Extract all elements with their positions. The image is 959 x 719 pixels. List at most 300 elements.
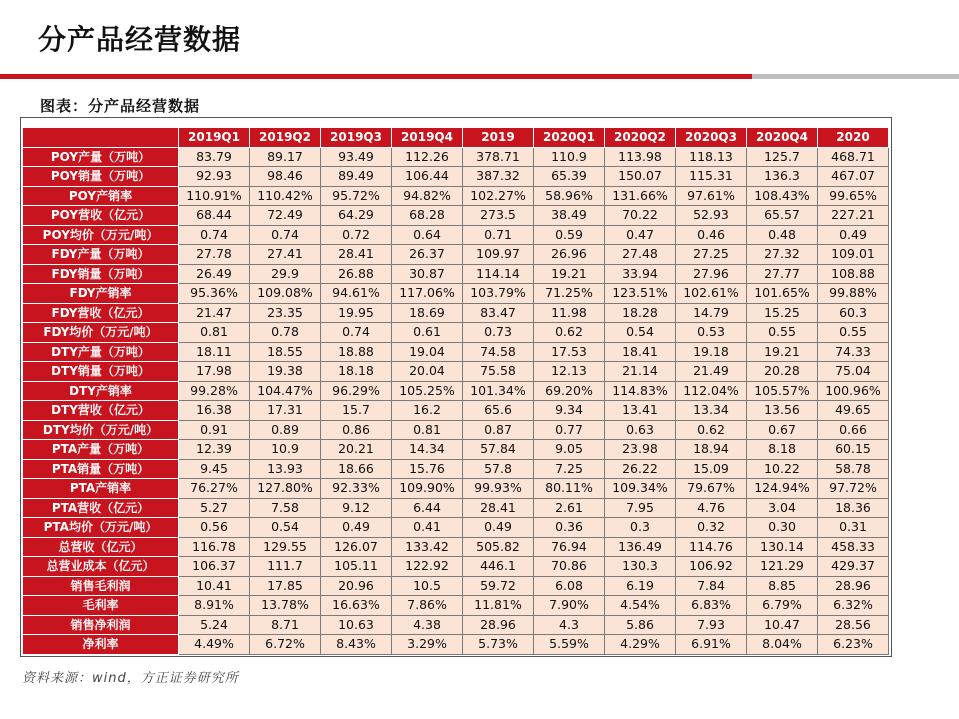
table-cell: 129.55 — [250, 537, 321, 557]
table-cell: 131.66% — [605, 186, 676, 206]
table-cell: 10.22 — [747, 459, 818, 479]
table-cell: 18.88 — [321, 342, 392, 362]
table-cell: 109.08% — [250, 284, 321, 304]
table-cell: 3.29% — [392, 635, 463, 655]
table-cell: 99.28% — [179, 381, 250, 401]
table-row — [23, 186, 889, 206]
table-cell: 89.49 — [321, 167, 392, 187]
table-cell: 123.51% — [605, 284, 676, 304]
table-cell: 125.7 — [747, 147, 818, 167]
table-cell: 16.2 — [392, 401, 463, 421]
table-cell: 95.36% — [179, 284, 250, 304]
row-label: POY销量（万吨） — [23, 167, 179, 187]
table-cell: 0.30 — [747, 518, 818, 538]
table-cell: 8.91% — [179, 596, 250, 616]
table-cell: 93.49 — [321, 147, 392, 167]
table-cell: 76.94 — [534, 537, 605, 557]
row-label: 净利率 — [23, 635, 179, 655]
table-cell: 27.25 — [676, 245, 747, 265]
table-cell: 4.54% — [605, 596, 676, 616]
table-cell: 0.36 — [534, 518, 605, 538]
table-cell: 12.13 — [534, 362, 605, 382]
table-cell: 104.47% — [250, 381, 321, 401]
table-cell: 16.38 — [179, 401, 250, 421]
table-cell: 110.9 — [534, 147, 605, 167]
column-header: 2020Q1 — [534, 128, 605, 148]
table-cell: 97.72% — [818, 479, 889, 499]
table-cell: 64.29 — [321, 206, 392, 226]
table-cell: 6.19 — [605, 576, 676, 596]
table-row — [23, 342, 889, 362]
table-cell: 0.46 — [676, 225, 747, 245]
title-divider-grey — [752, 74, 959, 79]
table-cell: 105.11 — [321, 557, 392, 577]
table-cell: 68.28 — [392, 206, 463, 226]
table-cell: 9.05 — [534, 440, 605, 460]
table-cell: 52.93 — [676, 206, 747, 226]
table-cell: 13.78% — [250, 596, 321, 616]
table-cell: 28.96 — [818, 576, 889, 596]
table-cell: 122.92 — [392, 557, 463, 577]
table-cell: 17.53 — [534, 342, 605, 362]
table-cell: 79.67% — [676, 479, 747, 499]
header-corner-cell — [23, 128, 179, 148]
table-cell: 76.27% — [179, 479, 250, 499]
table-cell: 136.49 — [605, 537, 676, 557]
table-cell: 117.06% — [392, 284, 463, 304]
table-cell: 60.15 — [818, 440, 889, 460]
table-cell: 0.91 — [179, 420, 250, 440]
table-cell: 130.14 — [747, 537, 818, 557]
table-cell: 114.83% — [605, 381, 676, 401]
table-cell: 106.92 — [676, 557, 747, 577]
table-row — [23, 635, 889, 655]
table-cell: 10.47 — [747, 615, 818, 635]
row-label: DTY均价（万元/吨） — [23, 420, 179, 440]
table-cell: 0.32 — [676, 518, 747, 538]
table-cell: 0.66 — [818, 420, 889, 440]
table-cell: 4.29% — [605, 635, 676, 655]
table-cell: 26.96 — [534, 245, 605, 265]
table-cell: 429.37 — [818, 557, 889, 577]
table-cell: 124.94% — [747, 479, 818, 499]
table-cell: 18.41 — [605, 342, 676, 362]
table-cell: 26.37 — [392, 245, 463, 265]
table-cell: 15.25 — [747, 303, 818, 323]
table-cell: 27.78 — [179, 245, 250, 265]
table-cell: 113.98 — [605, 147, 676, 167]
table-cell: 27.48 — [605, 245, 676, 265]
table-cell: 127.80% — [250, 479, 321, 499]
table-cell: 94.82% — [392, 186, 463, 206]
table-cell: 30.87 — [392, 264, 463, 284]
figure-caption: 图表：分产品经营数据 — [40, 97, 201, 115]
table-cell: 18.28 — [605, 303, 676, 323]
table-row — [23, 459, 889, 479]
table-cell: 74.33 — [818, 342, 889, 362]
table-cell: 109.34% — [605, 479, 676, 499]
table-cell: 58.78 — [818, 459, 889, 479]
table-cell: 0.77 — [534, 420, 605, 440]
table-cell: 6.72% — [250, 635, 321, 655]
table-cell: 110.91% — [179, 186, 250, 206]
table-cell: 0.54 — [605, 323, 676, 343]
table-cell: 0.31 — [818, 518, 889, 538]
table-cell: 96.29% — [321, 381, 392, 401]
table-cell: 106.37 — [179, 557, 250, 577]
table-cell: 5.59% — [534, 635, 605, 655]
table-cell: 89.17 — [250, 147, 321, 167]
table-cell: 28.41 — [463, 498, 534, 518]
table-cell: 112.26 — [392, 147, 463, 167]
table-cell: 70.86 — [534, 557, 605, 577]
table-cell: 59.72 — [463, 576, 534, 596]
table-cell: 103.79% — [463, 284, 534, 304]
table-cell: 387.32 — [463, 167, 534, 187]
table-cell: 5.27 — [179, 498, 250, 518]
column-header: 2019Q2 — [250, 128, 321, 148]
table-row — [23, 479, 889, 499]
table-cell: 18.18 — [321, 362, 392, 382]
table-cell: 0.74 — [321, 323, 392, 343]
table-cell: 99.93% — [463, 479, 534, 499]
row-label: DTY营收（亿元） — [23, 401, 179, 421]
table-cell: 0.87 — [463, 420, 534, 440]
table-cell: 7.90% — [534, 596, 605, 616]
table-cell: 105.57% — [747, 381, 818, 401]
row-label: 销售净利润 — [23, 615, 179, 635]
table-cell: 114.14 — [463, 264, 534, 284]
table-cell: 17.31 — [250, 401, 321, 421]
table-header-row — [23, 128, 889, 148]
row-label: 总营业成本（亿元） — [23, 557, 179, 577]
table-row — [23, 264, 889, 284]
page-title: 分产品经营数据 — [38, 23, 242, 56]
table-cell: 17.85 — [250, 576, 321, 596]
table-cell: 83.47 — [463, 303, 534, 323]
table-cell: 18.94 — [676, 440, 747, 460]
table-cell: 95.72% — [321, 186, 392, 206]
table-cell: 33.94 — [605, 264, 676, 284]
table-cell: 0.53 — [676, 323, 747, 343]
table-cell: 378.71 — [463, 147, 534, 167]
table-cell: 38.49 — [534, 206, 605, 226]
table-row — [23, 518, 889, 538]
table-cell: 150.07 — [605, 167, 676, 187]
table-row — [23, 225, 889, 245]
table-cell: 20.28 — [747, 362, 818, 382]
table-cell: 19.21 — [534, 264, 605, 284]
table-cell: 18.55 — [250, 342, 321, 362]
row-label: POY产销率 — [23, 186, 179, 206]
table-cell: 126.07 — [321, 537, 392, 557]
table-cell: 8.85 — [747, 576, 818, 596]
table-cell: 15.7 — [321, 401, 392, 421]
table-cell: 133.42 — [392, 537, 463, 557]
table-row — [23, 323, 889, 343]
table-cell: 101.34% — [463, 381, 534, 401]
row-label: DTY产量（万吨） — [23, 342, 179, 362]
table-cell: 8.18 — [747, 440, 818, 460]
table-cell: 98.46 — [250, 167, 321, 187]
table-cell: 27.77 — [747, 264, 818, 284]
table-cell: 106.44 — [392, 167, 463, 187]
table-cell: 6.08 — [534, 576, 605, 596]
table-cell: 114.76 — [676, 537, 747, 557]
table-cell: 26.22 — [605, 459, 676, 479]
table-cell: 0.49 — [321, 518, 392, 538]
table-cell: 505.82 — [463, 537, 534, 557]
table-cell: 0.86 — [321, 420, 392, 440]
column-header: 2019Q4 — [392, 128, 463, 148]
table-cell: 19.18 — [676, 342, 747, 362]
table-cell: 468.71 — [818, 147, 889, 167]
table-cell: 58.96% — [534, 186, 605, 206]
column-header: 2020Q3 — [676, 128, 747, 148]
table-cell: 65.39 — [534, 167, 605, 187]
table-cell: 116.78 — [179, 537, 250, 557]
table-cell: 8.04% — [747, 635, 818, 655]
table-cell: 130.3 — [605, 557, 676, 577]
table-cell: 10.63 — [321, 615, 392, 635]
table-row — [23, 167, 889, 187]
table-row — [23, 381, 889, 401]
table-cell: 99.88% — [818, 284, 889, 304]
table-cell: 0.81 — [179, 323, 250, 343]
table-cell: 10.9 — [250, 440, 321, 460]
table-cell: 0.3 — [605, 518, 676, 538]
table-cell: 65.6 — [463, 401, 534, 421]
table-cell: 7.86% — [392, 596, 463, 616]
table-cell: 0.55 — [747, 323, 818, 343]
table-row — [23, 440, 889, 460]
table-cell: 23.98 — [605, 440, 676, 460]
table-cell: 13.56 — [747, 401, 818, 421]
table-cell: 20.96 — [321, 576, 392, 596]
table-cell: 0.73 — [463, 323, 534, 343]
table-cell: 71.25% — [534, 284, 605, 304]
table-cell: 112.04% — [676, 381, 747, 401]
table-row — [23, 596, 889, 616]
table-cell: 19.38 — [250, 362, 321, 382]
row-label: PTA销量（万吨） — [23, 459, 179, 479]
table-cell: 0.47 — [605, 225, 676, 245]
table-cell: 65.57 — [747, 206, 818, 226]
table-cell: 68.44 — [179, 206, 250, 226]
table-cell: 8.43% — [321, 635, 392, 655]
table-cell: 99.65% — [818, 186, 889, 206]
table-cell: 5.86 — [605, 615, 676, 635]
table-cell: 13.93 — [250, 459, 321, 479]
table-cell: 6.44 — [392, 498, 463, 518]
row-label: PTA营收（亿元） — [23, 498, 179, 518]
table-cell: 0.74 — [179, 225, 250, 245]
table-cell: 0.49 — [463, 518, 534, 538]
table-cell: 9.34 — [534, 401, 605, 421]
table-cell: 9.12 — [321, 498, 392, 518]
table-cell: 0.59 — [534, 225, 605, 245]
table-cell: 0.63 — [605, 420, 676, 440]
column-header: 2019Q3 — [321, 128, 392, 148]
table-cell: 3.04 — [747, 498, 818, 518]
table-cell: 7.95 — [605, 498, 676, 518]
table-cell: 2.61 — [534, 498, 605, 518]
table-cell: 0.62 — [676, 420, 747, 440]
table-cell: 16.63% — [321, 596, 392, 616]
table-cell: 75.04 — [818, 362, 889, 382]
table-cell: 60.3 — [818, 303, 889, 323]
table-row — [23, 498, 889, 518]
row-label: FDY营收（亿元） — [23, 303, 179, 323]
row-label: FDY产量（万吨） — [23, 245, 179, 265]
table-row — [23, 615, 889, 635]
table-cell: 102.27% — [463, 186, 534, 206]
table-cell: 0.56 — [179, 518, 250, 538]
table-cell: 75.58 — [463, 362, 534, 382]
table-cell: 0.71 — [463, 225, 534, 245]
table-row — [23, 245, 889, 265]
table-cell: 0.67 — [747, 420, 818, 440]
row-label: DTY销量（万吨） — [23, 362, 179, 382]
row-label: 销售毛利润 — [23, 576, 179, 596]
table-cell: 19.21 — [747, 342, 818, 362]
table-cell: 108.88 — [818, 264, 889, 284]
table-cell: 118.13 — [676, 147, 747, 167]
table-cell: 108.43% — [747, 186, 818, 206]
row-label: FDY产销率 — [23, 284, 179, 304]
table-cell: 18.36 — [818, 498, 889, 518]
table-cell: 273.5 — [463, 206, 534, 226]
column-header: 2019 — [463, 128, 534, 148]
table-cell: 0.89 — [250, 420, 321, 440]
table-cell: 26.88 — [321, 264, 392, 284]
table-row — [23, 401, 889, 421]
table-cell: 23.35 — [250, 303, 321, 323]
row-label: FDY均价（万元/吨） — [23, 323, 179, 343]
row-label: 总营收（亿元） — [23, 537, 179, 557]
table-cell: 74.58 — [463, 342, 534, 362]
table-row — [23, 557, 889, 577]
table-cell: 21.47 — [179, 303, 250, 323]
table-cell: 92.33% — [321, 479, 392, 499]
column-header: 2019Q1 — [179, 128, 250, 148]
column-header: 2020 — [818, 128, 889, 148]
row-label: FDY销量（万吨） — [23, 264, 179, 284]
table-cell: 115.31 — [676, 167, 747, 187]
table-cell: 467.07 — [818, 167, 889, 187]
table-cell: 27.41 — [250, 245, 321, 265]
table-cell: 110.42% — [250, 186, 321, 206]
table-row — [23, 420, 889, 440]
table-cell: 57.8 — [463, 459, 534, 479]
table-cell: 28.41 — [321, 245, 392, 265]
column-header: 2020Q2 — [605, 128, 676, 148]
row-label: POY营收（亿元） — [23, 206, 179, 226]
table-cell: 12.39 — [179, 440, 250, 460]
table-cell: 446.1 — [463, 557, 534, 577]
table-cell: 5.24 — [179, 615, 250, 635]
table-cell: 15.09 — [676, 459, 747, 479]
table-cell: 17.98 — [179, 362, 250, 382]
table-cell: 7.58 — [250, 498, 321, 518]
table-cell: 6.91% — [676, 635, 747, 655]
table-cell: 0.54 — [250, 518, 321, 538]
table-row — [23, 303, 889, 323]
table-cell: 49.65 — [818, 401, 889, 421]
table-cell: 69.20% — [534, 381, 605, 401]
table-cell: 109.90% — [392, 479, 463, 499]
table-cell: 4.76 — [676, 498, 747, 518]
table-cell: 10.5 — [392, 576, 463, 596]
table-cell: 0.48 — [747, 225, 818, 245]
table-cell: 72.49 — [250, 206, 321, 226]
row-label: 毛利率 — [23, 596, 179, 616]
table-cell: 4.38 — [392, 615, 463, 635]
table-row — [23, 284, 889, 304]
table-cell: 20.21 — [321, 440, 392, 460]
table-cell: 28.96 — [463, 615, 534, 635]
product-operating-data-table — [22, 127, 889, 655]
table-cell: 15.76 — [392, 459, 463, 479]
table-cell: 14.34 — [392, 440, 463, 460]
table-cell: 0.62 — [534, 323, 605, 343]
table-cell: 100.96% — [818, 381, 889, 401]
table-cell: 18.66 — [321, 459, 392, 479]
row-label: PTA产量（万吨） — [23, 440, 179, 460]
table-row — [23, 362, 889, 382]
table-row — [23, 147, 889, 167]
table-cell: 0.61 — [392, 323, 463, 343]
table-cell: 9.45 — [179, 459, 250, 479]
table-cell: 13.34 — [676, 401, 747, 421]
source-note: 资料来源：wind，方正证券研究所 — [22, 671, 239, 686]
table-cell: 0.72 — [321, 225, 392, 245]
table-cell: 4.3 — [534, 615, 605, 635]
column-header: 2020Q4 — [747, 128, 818, 148]
table-cell: 0.74 — [250, 225, 321, 245]
table-cell: 28.56 — [818, 615, 889, 635]
table-cell: 0.81 — [392, 420, 463, 440]
table-cell: 101.65% — [747, 284, 818, 304]
table-cell: 136.3 — [747, 167, 818, 187]
table-cell: 21.14 — [605, 362, 676, 382]
table-cell: 5.73% — [463, 635, 534, 655]
table-cell: 6.32% — [818, 596, 889, 616]
table-cell: 92.93 — [179, 167, 250, 187]
table-cell: 10.41 — [179, 576, 250, 596]
table-cell: 70.22 — [605, 206, 676, 226]
table-cell: 29.9 — [250, 264, 321, 284]
table-cell: 19.95 — [321, 303, 392, 323]
table-cell: 94.61% — [321, 284, 392, 304]
table-cell: 83.79 — [179, 147, 250, 167]
title-divider-red — [0, 74, 752, 79]
table-cell: 11.81% — [463, 596, 534, 616]
table-cell: 27.32 — [747, 245, 818, 265]
table-cell: 18.11 — [179, 342, 250, 362]
table-cell: 8.71 — [250, 615, 321, 635]
table-cell: 227.21 — [818, 206, 889, 226]
table-cell: 4.49% — [179, 635, 250, 655]
row-label: PTA产销率 — [23, 479, 179, 499]
table-cell: 6.83% — [676, 596, 747, 616]
table-cell: 13.41 — [605, 401, 676, 421]
table-cell: 6.23% — [818, 635, 889, 655]
table-cell: 18.69 — [392, 303, 463, 323]
row-label: DTY产销率 — [23, 381, 179, 401]
table-cell: 6.79% — [747, 596, 818, 616]
table-row — [23, 537, 889, 557]
